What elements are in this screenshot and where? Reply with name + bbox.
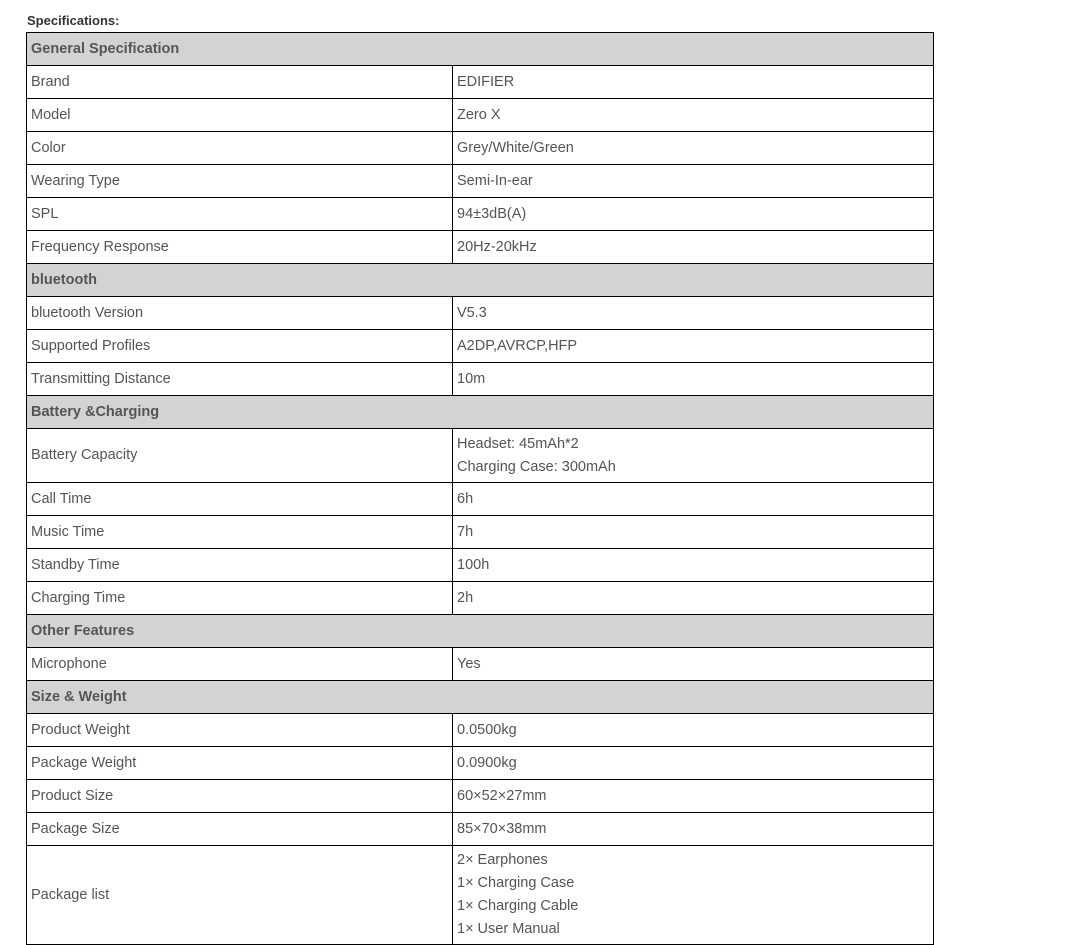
spec-row-charging-time — [27, 582, 934, 615]
spec-row-wearing-type — [27, 165, 934, 198]
spec-value — [453, 231, 934, 264]
section-header-bluetooth — [27, 264, 934, 297]
spec-label: Transmitting Distance — [27, 363, 453, 396]
spec-value-line: 60×52×27mm — [457, 787, 547, 804]
spec-value-line: 6h — [457, 490, 474, 507]
spec-row-frequency-response — [27, 231, 934, 264]
spec-row-package-list — [27, 846, 934, 945]
spec-value-line: Semi-In-ear — [457, 172, 533, 189]
spec-value — [453, 66, 934, 99]
spec-value — [453, 132, 934, 165]
spec-label: Product Size — [27, 780, 453, 813]
spec-label: Package Weight — [27, 747, 453, 780]
spec-value-line: Grey/White/Green — [457, 139, 574, 156]
spec-row-package-weight — [27, 747, 934, 780]
spec-label: Microphone — [27, 648, 453, 681]
spec-label: Music Time — [27, 516, 453, 549]
section-title: bluetooth — [27, 264, 934, 297]
spec-value-line: 2× Earphones — [457, 852, 548, 868]
spec-value — [453, 99, 934, 132]
spec-row-brand — [27, 66, 934, 99]
spec-row-supported-profiles — [27, 330, 934, 363]
spec-value-line: A2DP,AVRCP,HFP — [457, 337, 578, 354]
spec-row-color — [27, 132, 934, 165]
spec-label: Color — [27, 132, 453, 165]
spec-value — [453, 714, 934, 747]
spec-value — [453, 330, 934, 363]
section-title: Other Features — [27, 615, 934, 648]
spec-value-line: 20Hz-20kHz — [457, 238, 537, 255]
spec-label: bluetooth Version — [27, 297, 453, 330]
spec-value-line: Yes — [457, 655, 481, 672]
spec-value-line: 94±3dB(A) — [457, 205, 527, 222]
spec-value — [453, 516, 934, 549]
section-header-general — [27, 33, 934, 66]
spec-value-line: V5.3 — [457, 304, 487, 321]
spec-row-transmitting-distance — [27, 363, 934, 396]
spec-value-line: 100h — [457, 556, 490, 573]
spec-row-standby-time — [27, 549, 934, 582]
spec-value-line: 0.0500kg — [457, 721, 517, 738]
spec-value-line: 7h — [457, 523, 474, 540]
spec-value — [453, 582, 934, 615]
spec-row-music-time — [27, 516, 934, 549]
spec-row-spl — [27, 198, 934, 231]
section-header-size-weight — [27, 681, 934, 714]
spec-value-line: 1× Charging Cable — [457, 898, 579, 914]
spec-value-line: 1× Charging Case — [457, 875, 575, 891]
spec-label: Call Time — [27, 483, 453, 516]
spec-value — [453, 198, 934, 231]
section-title: Battery &Charging — [27, 396, 934, 429]
spec-value-line: 2h — [457, 589, 474, 606]
section-title: General Specification — [27, 33, 934, 66]
spec-row-product-size — [27, 780, 934, 813]
spec-label: Battery Capacity — [27, 429, 453, 483]
spec-value — [453, 846, 934, 945]
spec-label: Frequency Response — [27, 231, 453, 264]
spec-value-line: 0.0900kg — [457, 754, 517, 771]
spec-value — [453, 747, 934, 780]
spec-label: Standby Time — [27, 549, 453, 582]
spec-label: Package Size — [27, 813, 453, 846]
spec-row-call-time — [27, 483, 934, 516]
spec-value-line: EDIFIER — [457, 73, 515, 90]
spec-label: Brand — [27, 66, 453, 99]
spec-value — [453, 165, 934, 198]
spec-label: Wearing Type — [27, 165, 453, 198]
spec-value — [453, 429, 934, 483]
spec-row-model — [27, 99, 934, 132]
spec-value-line: 10m — [457, 370, 486, 387]
spec-label: Package list — [27, 846, 453, 945]
spec-value — [453, 297, 934, 330]
spec-row-microphone — [27, 648, 934, 681]
spec-value — [453, 549, 934, 582]
spec-value — [453, 483, 934, 516]
spec-value-line: 85×70×38mm — [457, 820, 547, 837]
section-title: Size & Weight — [27, 681, 934, 714]
spec-value — [453, 648, 934, 681]
spec-label: Charging Time — [27, 582, 453, 615]
spec-value — [453, 780, 934, 813]
spec-value — [453, 813, 934, 846]
spec-label: Product Weight — [27, 714, 453, 747]
spec-row-bluetooth-version — [27, 297, 934, 330]
spec-value-line: Headset: 45mAh*2 — [457, 435, 579, 452]
section-header-battery-charging — [27, 396, 934, 429]
spec-label: SPL — [27, 198, 453, 231]
page-title: Specifications: — [27, 13, 120, 28]
spec-label: Model — [27, 99, 453, 132]
spec-value-line: 1× User Manual — [457, 921, 560, 937]
spec-row-package-size — [27, 813, 934, 846]
spec-label: Supported Profiles — [27, 330, 453, 363]
spec-value — [453, 363, 934, 396]
spec-value-line: Zero X — [457, 106, 501, 123]
specifications-table — [26, 32, 934, 945]
spec-row-battery-capacity — [27, 429, 934, 483]
spec-value-line: Charging Case: 300mAh — [457, 458, 616, 475]
spec-row-product-weight — [27, 714, 934, 747]
section-header-other-features — [27, 615, 934, 648]
